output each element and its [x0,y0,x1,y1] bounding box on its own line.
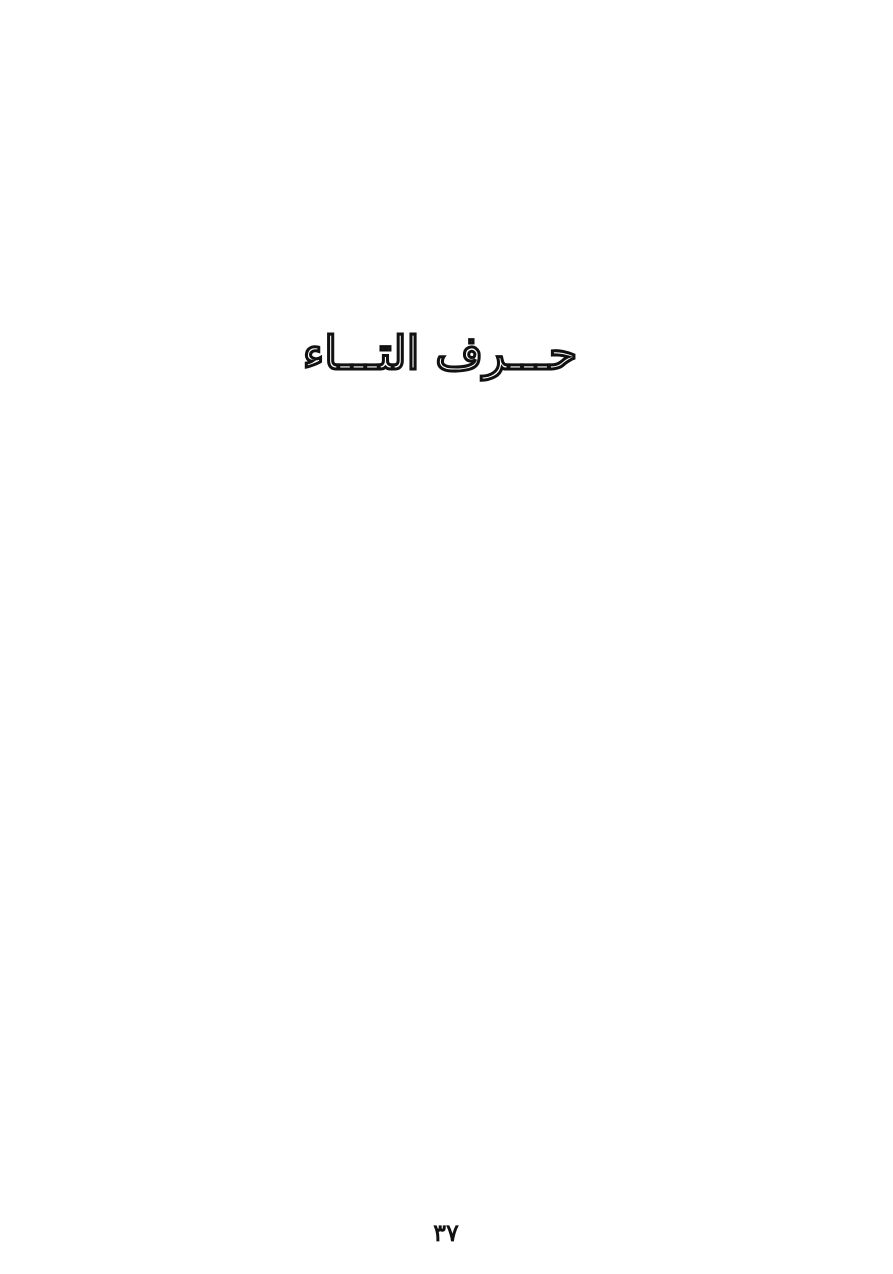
page-number: ٣٧ [433,1218,459,1247]
section-title: حـــرف التـــاء [302,326,578,380]
section-title-block [300,318,580,388]
